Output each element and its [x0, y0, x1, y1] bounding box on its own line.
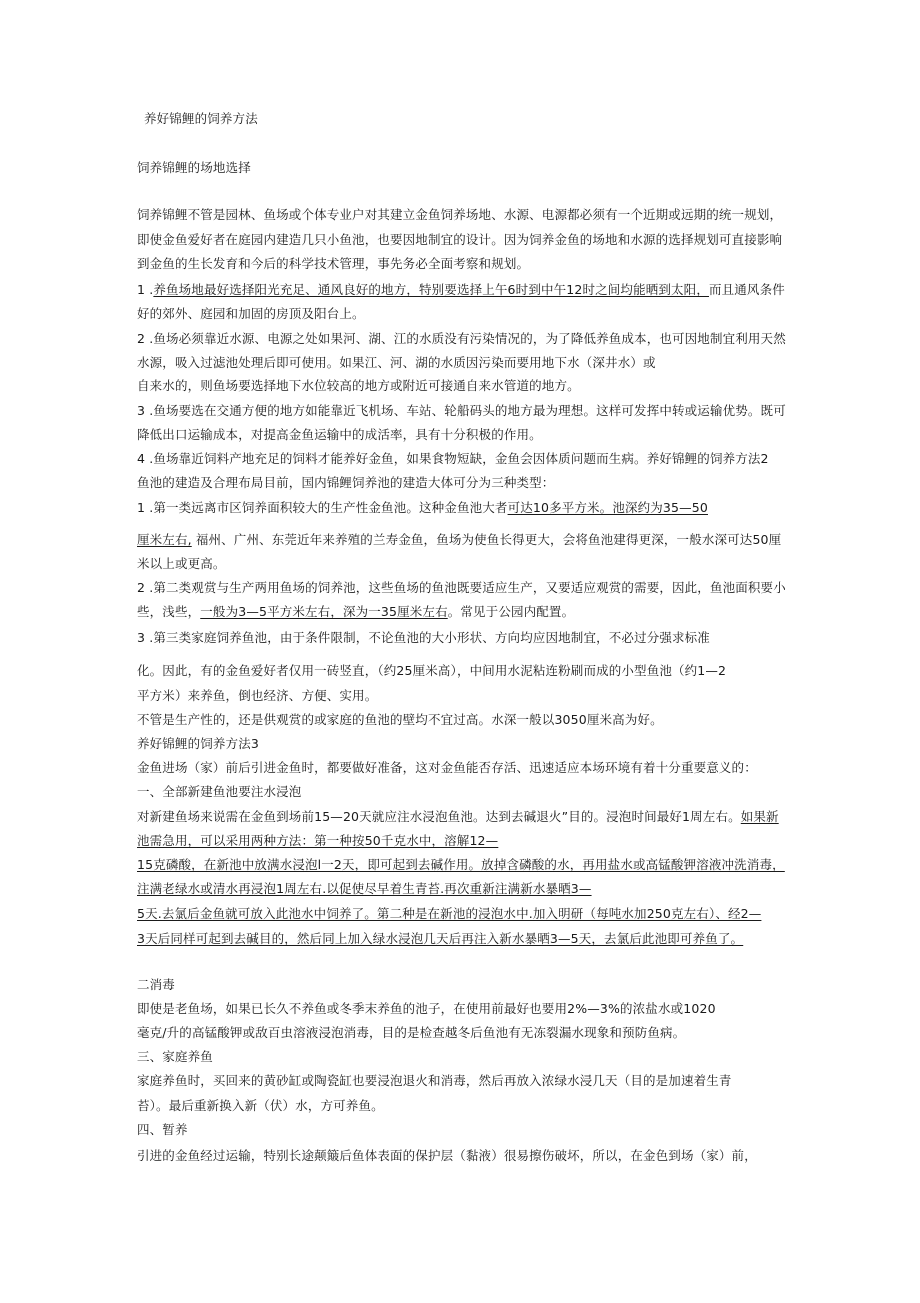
section-heading: 一、全部新建鱼池要注水浸泡 — [137, 784, 302, 799]
paragraph-line: 不管是生产性的，还是供观赏的或家庭的鱼池的壁均不宜过高。水深一般以3050厘米高为好。 — [137, 712, 663, 727]
paragraph-line: 4 .鱼场靠近饲料产地充足的饲料才能养好金鱼，如果食物短缺，金鱼会因体质问题而生病。养好锦鲤的饲养方法2 — [137, 451, 769, 466]
text-span: 些，浅些， — [137, 604, 201, 619]
paragraph-line: 家庭养鱼时，买回来的黄砂缸或陶瓷缸也要浸泡退火和消毒，然后再放入浓绿水浸几天（目的是加速着生青 — [137, 1073, 732, 1088]
paragraph-line: 引进的金鱼经过运输，特别长途颠簸后鱼体表面的保护层（黏液）很易擦伤破坏，所以，在金色到场（家）前， — [137, 1148, 757, 1163]
paragraph-line: 化。因此，有的金鱼爱好者仅用一砖竖直，（约25厘米高），中间用水泥粘连粉刷而成的小型鱼池（约1—2 — [137, 663, 727, 678]
underlined-text: 可达10多平方米。池深约为35—50 — [507, 500, 708, 515]
paragraph-line — [137, 532, 781, 548]
paragraph-line: 金鱼进场（家）前后引进金鱼时，都要做好准备，这对金鱼能否存活、迅速适应本场环境有着十分重要意义的： — [137, 760, 757, 775]
paragraph-line: 到金鱼的生长发育和今后的科学技术管理，事先务必全面考察和规划。 — [137, 256, 530, 271]
paragraph-line — [137, 282, 785, 298]
paragraph-line — [137, 500, 708, 516]
paragraph-line — [137, 809, 779, 825]
text-span: 对新建鱼场来说需在金鱼到场前15—20天就应注水浸泡鱼池。达到去碱退火”目的。浸泡时间最好1周左右。 — [137, 809, 741, 824]
paragraph-line: 米以上或更高。 — [137, 556, 226, 571]
paragraph-line: 水源，吸入过滤池处理后即可使用。如果江、河、湖的水质因污染而要用地下水（深井水）或 — [137, 355, 656, 370]
section-heading-site: 饲养锦鲤的场地选择 — [137, 160, 251, 175]
underlined-line: 注满老绿水或清水再浸泡1周左右.以促使尽早着生青苔.再次重新注满新水暴晒3— — [137, 881, 592, 896]
text-span: 。常见于公园内配置。 — [447, 604, 575, 619]
paragraph-line: 饲养锦鲤不管是园林、鱼场或个体专业户对其建立金鱼饲养场地、水源、电源都必须有一个近期或远期的统一规划， — [137, 207, 783, 222]
underlined-text: 养鱼场地最好选择阳光充足、通风良好的地方，特别要选择上午6时到中午12时之间均能晒到太阳， — [153, 282, 709, 297]
section-heading: 四、暂养 — [137, 1122, 188, 1137]
paragraph-line: 2 .第二类观赏与生产两用鱼场的饲养池，这些鱼场的鱼池既要适应生产，又要适应观赏的需要，因此，鱼池面积要小 — [137, 580, 786, 595]
paragraph-line: 即使是老鱼场，如果已长久不养鱼或冬季末养鱼的池子，在使用前最好也要用2%—3%的浓盐水或1020 — [137, 1001, 716, 1016]
doc-title: 养好锦鲤的饲养方法 — [144, 111, 258, 126]
paragraph-line: 2 .鱼场必须靠近水源、电源之处如果河、湖、江的水质没有污染情况的，为了降低养鱼成本，也可因地制宜利用天然 — [137, 331, 786, 346]
section-heading: 二消毒 — [137, 977, 175, 992]
underlined-line: 池需急用，可以采用两种方法：第一种按50千克水中，溶解12— — [137, 833, 499, 848]
underlined-text: 一般为3—5平方米左右，深为一35厘米左右 — [200, 604, 448, 619]
underlined-text: 厘米左右, — [137, 532, 192, 547]
paragraph-line: 3 .鱼场要选在交通方便的地方如能靠近飞机场、车站、轮船码头的地方最为理想。这样可发挥中转或运输优势。既可 — [137, 403, 786, 418]
paragraph-line: 鱼池的建造及合理布局目前，国内锦鲤饲养池的建造大体可分为三种类型： — [137, 475, 555, 490]
section-heading: 三、家庭养鱼 — [137, 1049, 213, 1064]
underlined-line: 3天后同样可起到去碱目的，然后同上加入绿水浸泡几天后再注入新水暴晒3—5天，去氯后此池即可养鱼了。 — [137, 931, 744, 946]
section-heading: 养好锦鲤的饲养方法3 — [137, 736, 259, 751]
paragraph-line: 苔）。最后重新换入新（伏）水，方可养鱼。 — [137, 1098, 384, 1113]
underlined-line: 15克磷酸，在新池中放满水浸泡l一2天，即可起到去碱作用。放掉含磷酸的水，再用盐水或高锰酸钾溶液冲洗消毒， — [137, 857, 785, 872]
paragraph-line — [137, 604, 574, 620]
list-number: 1 . — [137, 282, 154, 297]
paragraph-line: 3 .第三类家庭饲养鱼池，由于条件限制，不论鱼池的大小形状、方向均应因地制宜，不必过分强求标准 — [137, 630, 710, 645]
paragraph-line: 好的郊外、庭园和加固的房顶及阳台上。 — [137, 306, 365, 321]
paragraph-line: 降低出口运输成本，对提高金鱼运输中的成活率，具有十分积极的作用。 — [137, 427, 542, 442]
paragraph-line: 平方米）来养鱼，倒也经济、方便、实用。 — [137, 688, 378, 703]
underlined-text: 如果新 — [740, 809, 779, 824]
text-span: 而且通风条件 — [708, 282, 785, 297]
paragraph-line: 即使金鱼爱好者在庭园内建造几只小鱼池，也要因地制宜的设计。因为饲养金鱼的场地和水源的选择规划可直接影响 — [137, 232, 783, 247]
text-span: 福州、广州、东莞近年来养殖的兰寿金鱼，鱼场为使鱼长得更大，会将鱼池建得更深，一般水深可达50厘 — [191, 532, 782, 547]
paragraph-line: 自来水的，则鱼场要选择地下水位较高的地方或附近可接通自来水管道的地方。 — [137, 378, 580, 393]
text-span: 1 .第一类远离市区饲养面积较大的生产性金鱼池。这种金鱼池大者 — [137, 500, 508, 515]
paragraph-line: 毫克/升的高锰酸钾或敌百虫溶液浸泡消毒，目的是检查越冬后鱼池有无冻裂漏水现象和预防鱼病。 — [137, 1025, 686, 1040]
underlined-line: 5天.去氯后金鱼就可放入此池水中饲养了。第二种是在新池的浸泡水中.加入明研（每吨水加250克左右）、经2— — [137, 906, 762, 921]
